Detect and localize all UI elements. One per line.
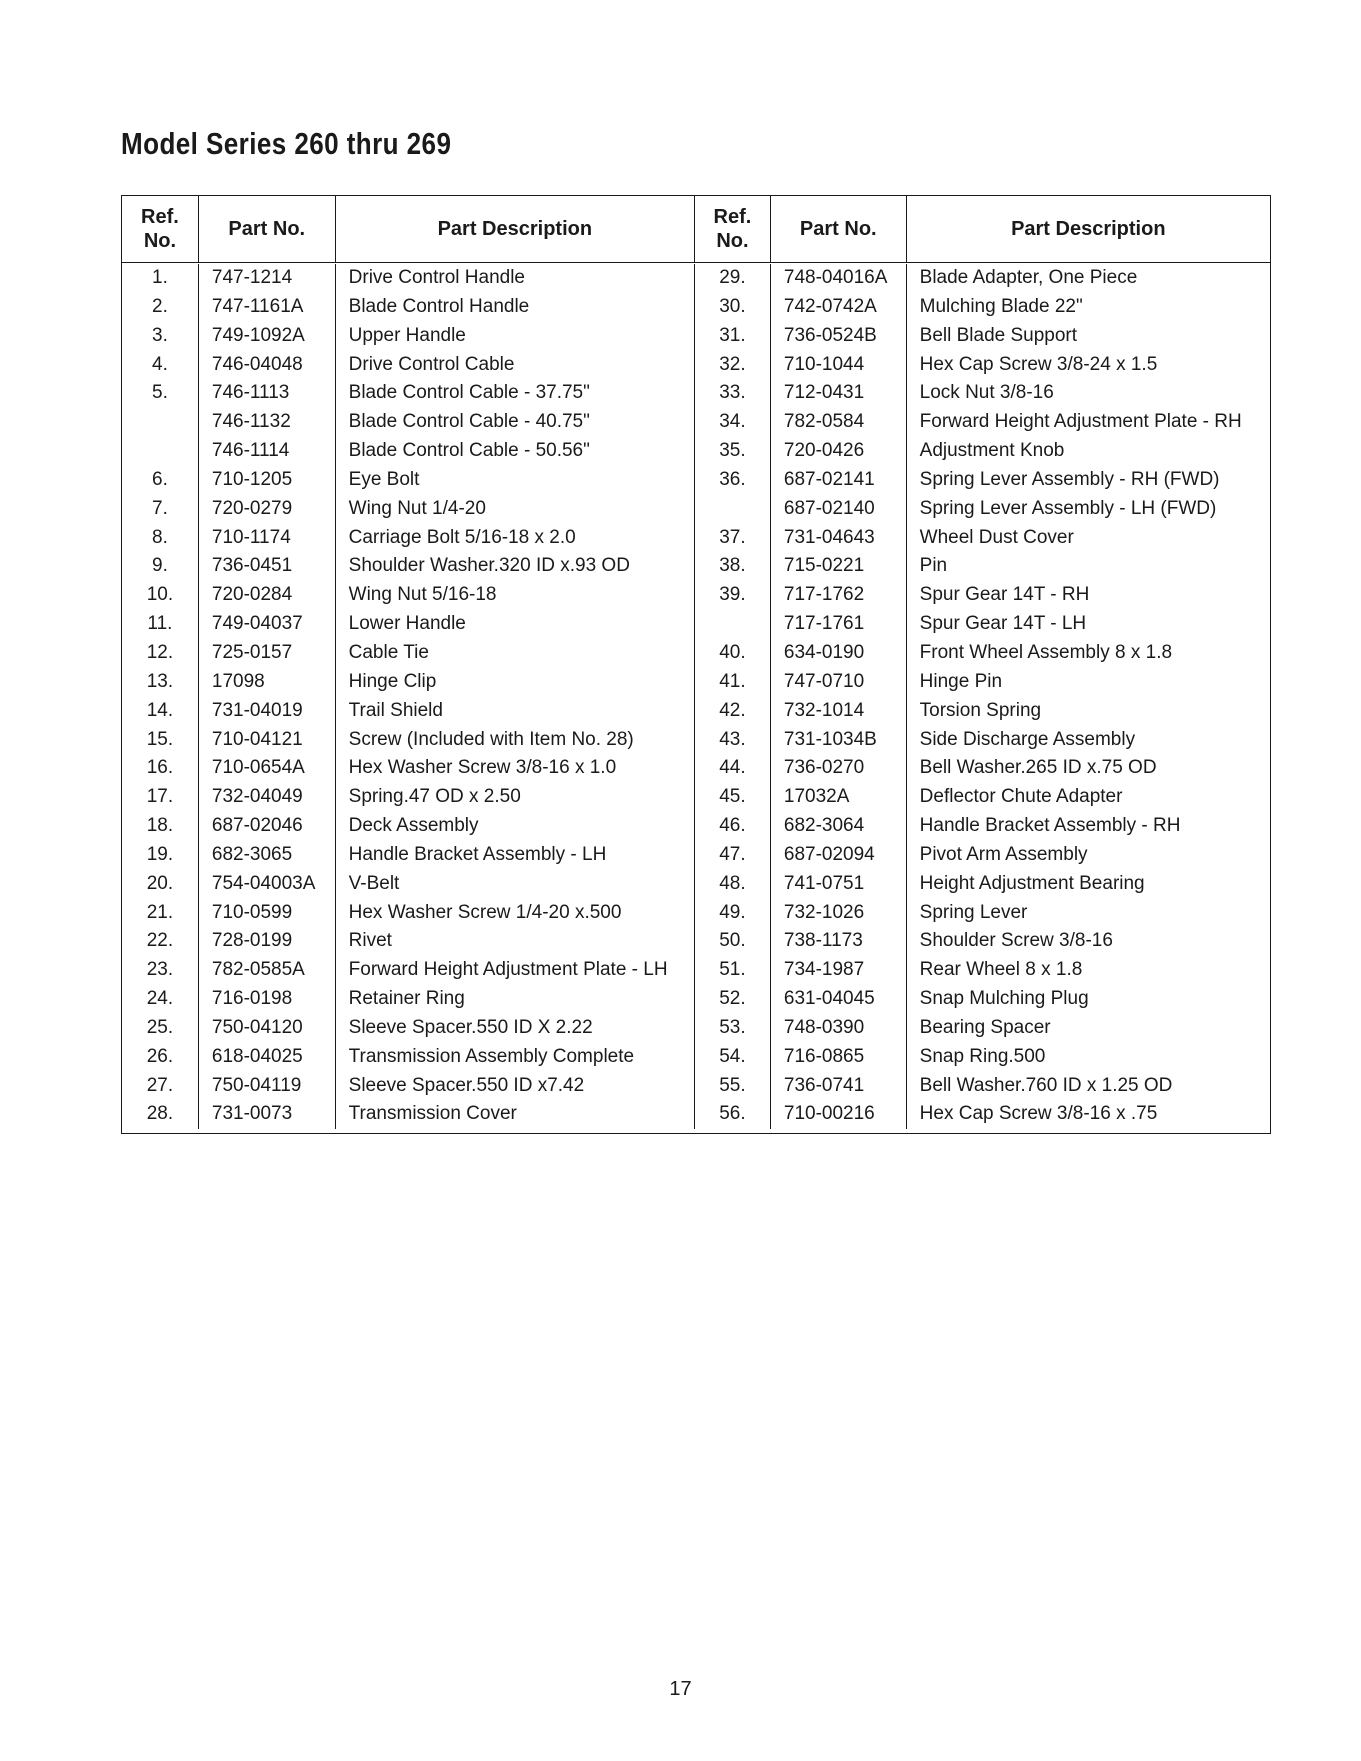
table-cell-part: 720-0279: [211, 497, 293, 519]
table-cell-desc: Height Adjustment Bearing: [919, 872, 1145, 894]
table-cell-part: 710-04121: [211, 728, 303, 750]
table-cell-desc: Handle Bracket Assembly - RH: [919, 815, 1181, 837]
table-cell-ref: 15.: [146, 728, 174, 750]
table-cell-desc: Spur Gear 14T - RH: [919, 584, 1090, 606]
table-cell-part: 710-00216: [783, 1103, 875, 1125]
column-desc-left: [336, 264, 695, 1129]
table-cell-desc: Transmission Cover: [348, 1103, 517, 1125]
table-cell-part: 738-1173: [783, 930, 863, 952]
table-cell-ref: 35.: [719, 440, 746, 462]
table-cell-ref: 23.: [146, 959, 174, 981]
table-cell-desc: Spring Lever Assembly - RH (FWD): [919, 468, 1220, 490]
table-cell-part: 720-0426: [783, 440, 865, 462]
table-cell-part: 717-1762: [783, 584, 865, 606]
table-cell-desc: Hinge Clip: [348, 670, 437, 692]
table-cell-desc: Mulching Blade 22": [919, 295, 1083, 317]
header-part-description: Part Description: [336, 196, 695, 262]
table-cell-ref: 33.: [719, 382, 746, 404]
header-ref-no-right: Ref. No.: [695, 196, 771, 262]
table-cell-desc: Spring.47 OD x 2.50: [348, 786, 521, 808]
table-cell-part: 749-04037: [211, 613, 303, 635]
table-cell-ref: 2.: [152, 295, 168, 317]
table-cell-desc: Side Discharge Assembly: [919, 728, 1136, 750]
table-cell-part: 710-0654A: [211, 757, 305, 779]
table-cell-part: 17098: [211, 670, 265, 692]
parts-table: [121, 195, 1271, 1134]
table-cell-part: 712-0431: [783, 382, 865, 404]
table-cell-part: 782-0584: [783, 411, 865, 433]
table-cell-part: 747-0710: [783, 670, 865, 692]
table-cell-ref: 6.: [152, 468, 168, 490]
table-cell-desc: Lower Handle: [348, 613, 466, 635]
table-cell-ref: 5.: [152, 382, 168, 404]
table-cell-ref: 44.: [719, 757, 746, 779]
table-cell-ref: 8.: [152, 526, 168, 548]
table-cell-ref: 16.: [146, 757, 174, 779]
table-cell-desc: Shoulder Washer.320 ID x.93 OD: [348, 555, 630, 577]
table-cell-part: 732-1014: [783, 699, 865, 721]
table-cell-desc: Wing Nut 5/16-18: [348, 584, 497, 606]
page-number: 17: [669, 1678, 692, 1700]
header-part-no: Part No.: [199, 196, 336, 262]
table-cell-part: 682-3064: [783, 815, 865, 837]
table-cell-desc: V-Belt: [348, 872, 400, 894]
table-cell-ref: 24.: [146, 988, 174, 1010]
table-cell-desc: Forward Height Adjustment Plate - LH: [348, 959, 668, 981]
table-cell-desc: Hinge Pin: [919, 670, 1003, 692]
table-cell-ref: 28.: [146, 1103, 174, 1125]
table-cell-part: 631-04045: [783, 988, 875, 1010]
header-ref-no: Ref. No.: [122, 196, 199, 262]
table-cell-desc: Screw (Included with Item No. 28): [348, 728, 634, 750]
table-cell-part: 736-0524B: [783, 324, 877, 346]
table-cell-desc: Bell Washer.760 ID x 1.25 OD: [919, 1074, 1173, 1096]
table-cell-desc: Bearing Spacer: [919, 1016, 1051, 1038]
table-cell-desc: Blade Control Handle: [348, 295, 530, 317]
table-cell-ref: 25.: [146, 1016, 174, 1038]
table-cell-desc: Snap Mulching Plug: [919, 988, 1089, 1010]
table-cell-desc: Pin: [919, 555, 948, 577]
table-cell-part: 750-04120: [211, 1016, 303, 1038]
table-cell-desc: Forward Height Adjustment Plate - RH: [919, 411, 1242, 433]
table-cell-ref: 50.: [719, 930, 746, 952]
table-cell-desc: Pivot Arm Assembly: [919, 843, 1088, 865]
table-cell-ref: 39.: [719, 584, 746, 606]
table-cell-desc: Drive Control Cable: [348, 353, 515, 375]
table-cell-part: 687-02094: [783, 843, 875, 865]
table-cell-ref: 36.: [719, 468, 746, 490]
table-cell-ref: 14.: [146, 699, 174, 721]
table-cell-desc: Adjustment Knob: [919, 440, 1065, 462]
table-cell-part: 717-1761: [783, 613, 865, 635]
table-cell-part: 716-0198: [211, 988, 293, 1010]
table-cell-part: 720-0284: [211, 584, 293, 606]
table-cell-ref: 45.: [719, 786, 746, 808]
table-cell-desc: Hex Washer Screw 3/8-16 x 1.0: [348, 757, 617, 779]
table-cell-part: 725-0157: [211, 641, 293, 663]
table-body: [122, 263, 1270, 1133]
table-cell-desc: Torsion Spring: [919, 699, 1042, 721]
table-cell-part: 754-04003A: [211, 872, 316, 894]
table-cell-desc: Cable Tie: [348, 641, 429, 663]
table-cell-desc: Spur Gear 14T - LH: [919, 613, 1087, 635]
table-cell-part: 728-0199: [211, 930, 293, 952]
table-cell-part: 782-0585A: [211, 959, 305, 981]
table-cell-part: 710-1174: [211, 526, 291, 548]
table-cell-desc: Blade Control Cable - 50.56": [348, 440, 590, 462]
table-cell-part: 747-1161A: [211, 295, 304, 317]
column-ref-left: [122, 264, 199, 1129]
table-cell-desc: Sleeve Spacer.550 ID X 2.22: [348, 1016, 593, 1038]
table-cell-desc: Deck Assembly: [348, 815, 479, 837]
table-cell-part: 746-1113: [211, 382, 290, 404]
table-cell-part: 748-04016A: [783, 267, 888, 288]
table-cell-ref: 49.: [719, 901, 746, 923]
table-cell-desc: Rivet: [348, 930, 392, 952]
table-cell-ref: 13.: [146, 670, 174, 692]
table-cell-desc: Drive Control Handle: [348, 267, 525, 288]
table-cell-desc: Sleeve Spacer.550 ID x7.42: [348, 1074, 585, 1096]
table-cell-part: 710-1044: [783, 353, 865, 375]
table-cell-part: 731-0073: [211, 1103, 293, 1125]
table-cell-ref: 51.: [719, 959, 746, 981]
table-cell-ref: 27.: [146, 1074, 174, 1096]
table-cell-ref: 43.: [719, 728, 746, 750]
table-cell-ref: 32.: [719, 353, 746, 375]
table-cell-ref: 29.: [719, 267, 746, 288]
table-cell-desc: Hex Cap Screw 3/8-16 x .75: [919, 1103, 1158, 1125]
table-cell-ref: 1.: [152, 267, 168, 288]
table-cell-part: 736-0270: [783, 757, 865, 779]
table-cell-ref: 40.: [719, 641, 746, 663]
table-cell-ref: 31.: [719, 324, 746, 346]
table-cell-ref: 11.: [147, 613, 173, 635]
table-cell-part: 736-0451: [211, 555, 293, 577]
table-cell-desc: Bell Washer.265 ID x.75 OD: [919, 757, 1157, 779]
table-cell-desc: Hex Washer Screw 1/4-20 x.500: [348, 901, 622, 923]
table-cell-part: 682-3065: [211, 843, 293, 865]
column-part-left: [199, 264, 336, 1129]
table-cell-ref: 56.: [719, 1103, 746, 1125]
header-part-description-right: Part Description: [1011, 218, 1166, 240]
table-cell-desc: Bell Blade Support: [919, 324, 1078, 346]
table-cell-part: 749-1092A: [211, 324, 305, 346]
table-cell-ref: 3.: [152, 324, 168, 346]
table-cell-desc: Hex Cap Screw 3/8-24 x 1.5: [919, 353, 1158, 375]
table-cell-part: 710-1205: [211, 468, 293, 490]
table-cell-part: 736-0741: [783, 1074, 865, 1096]
table-cell-part: 687-02046: [211, 815, 303, 837]
table-cell-ref: 37.: [719, 526, 746, 548]
table-cell-part: 750-04119: [211, 1074, 302, 1096]
table-cell-ref: 19.: [146, 843, 174, 865]
table-cell-desc: Trail Shield: [348, 699, 443, 721]
table-cell-ref: 21.: [146, 901, 174, 923]
table-cell-part: 17032A: [783, 786, 850, 808]
table-cell-desc: Wheel Dust Cover: [919, 526, 1074, 548]
header-part-no-right: Part No.: [771, 196, 907, 262]
table-cell-desc: Carriage Bolt 5/16-18 x 2.0: [348, 526, 576, 548]
table-cell-ref: 26.: [146, 1045, 174, 1067]
column-desc-right: [907, 264, 1270, 1129]
table-cell-ref: 4.: [152, 353, 168, 375]
table-cell-part: 715-0221: [783, 555, 865, 577]
table-cell-ref: 38.: [719, 555, 746, 577]
table-cell-ref: 47.: [719, 843, 746, 865]
table-cell-ref: 18.: [146, 815, 174, 837]
table-cell-part: 731-04019: [211, 699, 303, 721]
table-cell-part: 618-04025: [211, 1045, 303, 1067]
table-cell-ref: 52.: [719, 988, 746, 1010]
table-cell-desc: Blade Control Cable - 40.75": [348, 411, 590, 433]
table-cell-ref: 55.: [719, 1074, 746, 1096]
table-cell-desc: Snap Ring.500: [919, 1045, 1046, 1067]
page-title: Model Series 260 thru 269: [121, 126, 452, 161]
table-cell-ref: [695, 495, 770, 524]
table-cell-desc: Front Wheel Assembly 8 x 1.8: [919, 641, 1173, 663]
table-cell-ref: 48.: [719, 872, 746, 894]
table-cell-part: 741-0751: [783, 872, 865, 894]
table-cell-desc: Deflector Chute Adapter: [919, 786, 1123, 808]
table-cell-part: 742-0742A: [783, 295, 877, 317]
table-cell-ref: 9.: [152, 555, 168, 577]
table-cell-ref: 46.: [719, 815, 746, 837]
table-cell-part: 746-1114: [211, 440, 290, 462]
table-cell-ref: 41.: [719, 670, 746, 692]
table-cell-part: 731-04643: [783, 526, 875, 548]
table-cell-part: 687-02140: [783, 497, 875, 519]
column-ref-right: [695, 264, 771, 1129]
table-cell-ref: 22.: [146, 930, 174, 952]
table-cell-ref: 7.: [152, 497, 168, 519]
table-cell-desc: Shoulder Screw 3/8-16: [919, 930, 1113, 952]
table-cell-part: 732-1026: [783, 901, 865, 923]
table-cell-ref: [122, 437, 198, 466]
table-cell-part: 747-1214: [211, 267, 293, 288]
table-cell-part: 746-1132: [211, 411, 291, 433]
table-cell-ref: 12.: [146, 641, 174, 663]
table-cell-ref: [695, 610, 770, 639]
table-cell-desc: Retainer Ring: [348, 988, 465, 1010]
table-cell-part: 710-0599: [211, 901, 293, 923]
table-cell-part: 732-04049: [211, 786, 303, 808]
table-cell-ref: [122, 408, 198, 437]
table-cell-desc: Eye Bolt: [348, 468, 420, 490]
table-cell-desc: Upper Handle: [348, 324, 466, 346]
table-cell-ref: 42.: [719, 699, 746, 721]
table-cell-desc: Lock Nut 3/8-16: [919, 382, 1054, 404]
table-cell-ref: 30.: [719, 295, 746, 317]
table-cell-desc: Blade Adapter, One Piece: [919, 267, 1138, 288]
table-cell-ref: 20.: [146, 872, 174, 894]
column-part-right: [771, 264, 907, 1129]
table-cell-ref: 10.: [146, 584, 174, 606]
table-cell-ref: 34.: [719, 411, 746, 433]
table-cell-desc: Handle Bracket Assembly - LH: [348, 843, 607, 865]
table-cell-part: 746-04048: [211, 353, 303, 375]
table-cell-ref: 53.: [719, 1016, 746, 1038]
table-cell-desc: Transmission Assembly Complete: [348, 1045, 635, 1067]
table-cell-desc: Spring Lever: [919, 901, 1028, 923]
table-cell-part: 734-1987: [783, 959, 865, 981]
table-cell-desc: Spring Lever Assembly - LH (FWD): [919, 497, 1217, 519]
table-cell-desc: Blade Control Cable - 37.75": [348, 382, 590, 404]
table-cell-ref: 54.: [719, 1045, 746, 1067]
table-cell-desc: Wing Nut 1/4-20: [348, 497, 486, 519]
table-header: [122, 196, 1270, 263]
table-cell-part: 687-02141: [783, 468, 875, 490]
table-cell-desc: Rear Wheel 8 x 1.8: [919, 959, 1083, 981]
table-cell-ref: 17.: [146, 786, 174, 808]
table-cell-part: 634-0190: [783, 641, 865, 663]
table-cell-part: 748-0390: [783, 1016, 865, 1038]
table-cell-part: 731-1034B: [783, 728, 877, 750]
table-cell-part: 716-0865: [783, 1045, 865, 1067]
